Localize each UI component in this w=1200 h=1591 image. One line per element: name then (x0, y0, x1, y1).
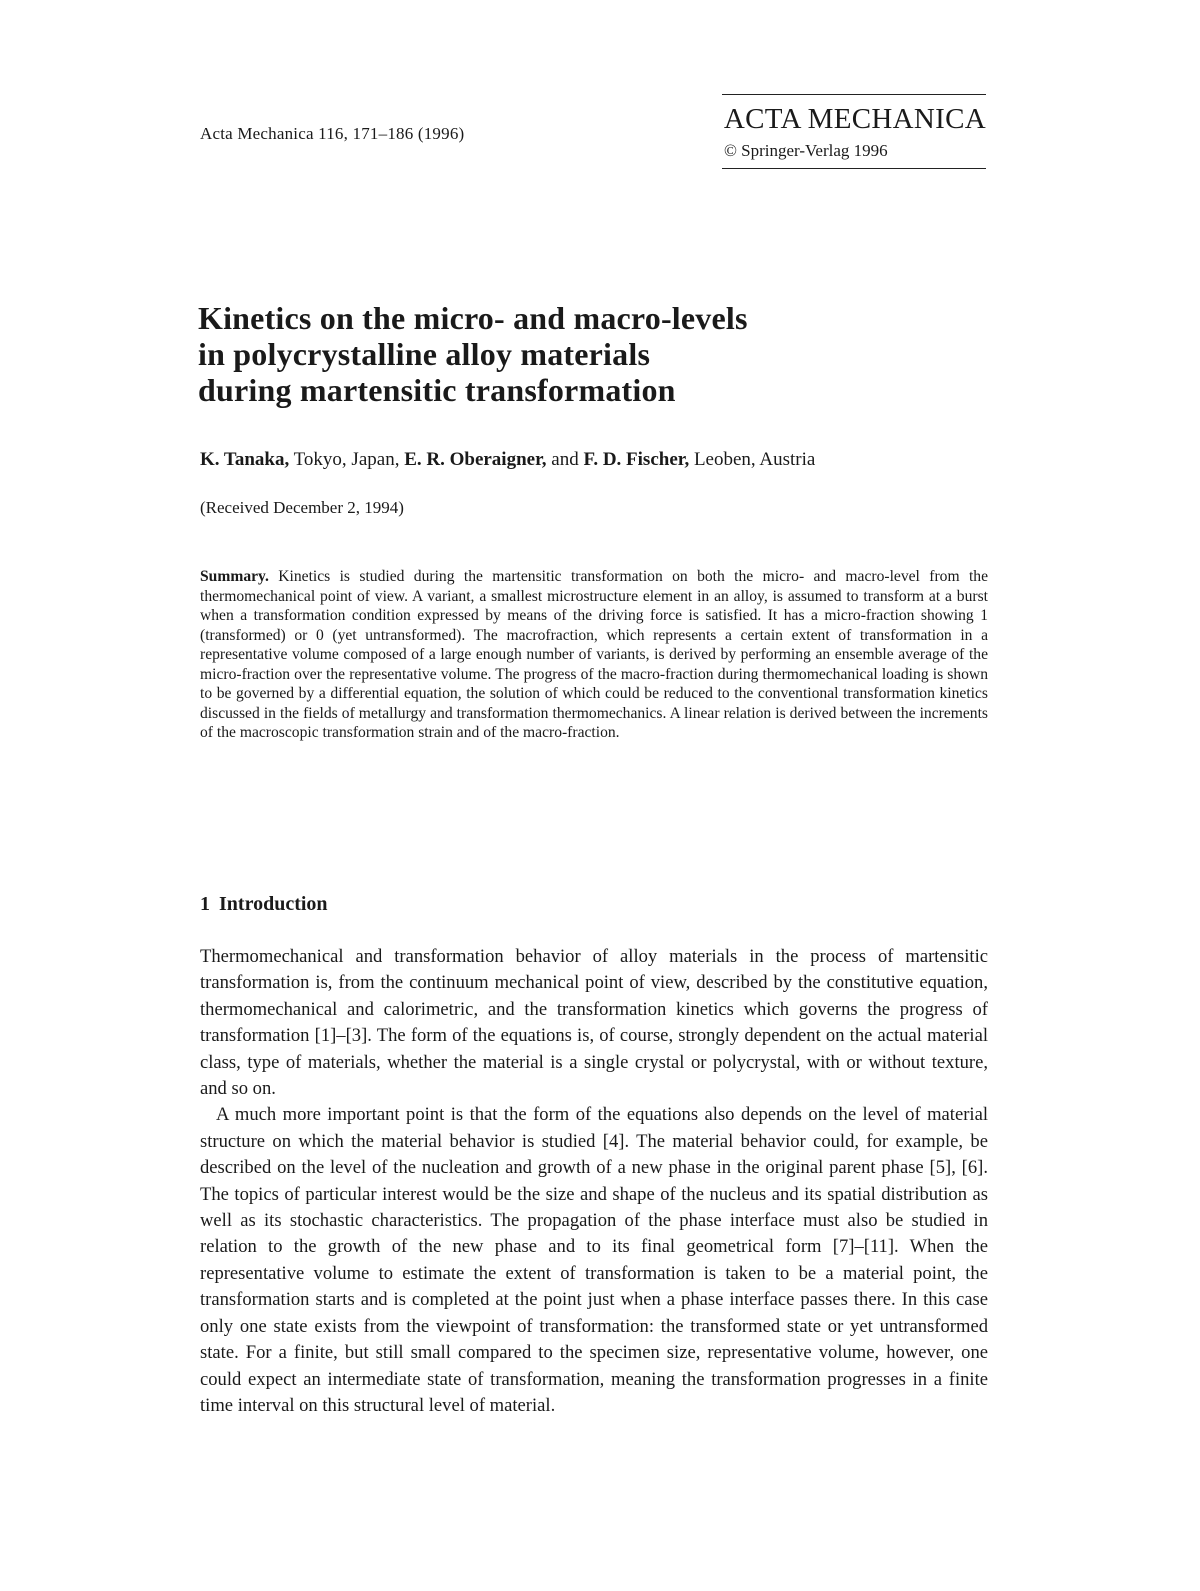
section-heading (200, 893, 328, 916)
title-line: during martensitic transformation (198, 372, 676, 408)
author-location: Tokyo, Japan, (289, 449, 405, 470)
author-name: F. D. Fischer, (583, 449, 690, 470)
author-name: E. R. Oberaigner, (404, 449, 547, 470)
title-line: Kinetics on the micro- and macro-levels (198, 300, 748, 336)
author-name: K. Tanaka, (200, 449, 290, 470)
abstract (200, 567, 988, 743)
journal-name: ACTA MECHANICA (723, 103, 986, 135)
abstract-text: Kinetics is studied during the martensitic transformation on both the micro- and macro-level from the thermomechanical point of view. A variant, a smallest microstructure element in an alloy, is assumed to transform at a burst when a transformation condition expressed by means of the driving force is satisfied. It has a micro-fraction showing 1 (transformed) or 0 (yet untransformed). The macrofraction, which represents a certain extent of transformation in a representative volume composed of a large enough number of variants, is derived by performing an ensemble average of the micro-fraction over the representative volume. The progress of the macro-fraction during thermomechanical loading is shown to be governed by a differential equation, the solution of which could be reduced to the conventional transformation kinetics discussed in the fields of metallurgy and transformation thermomechanics. A linear relation is derived between the increments of the macroscopic transformation strain and of the macro-fraction. (200, 568, 988, 741)
body-text (200, 944, 988, 1419)
paragraph: A much more important point is that the form of the equations also depends on the level of material structure on which the material behavior is studied [4]. The material behavior could, for example, be described on the level of the nucleation and growth of a new phase in the original parent phase [5], [6]. The topics of particular interest would be the size and shape of the nucleus and its spatial distribution as well as its stochastic characteristics. The propagation of the phase interface must also be studied in relation to the growth of the new phase and to its final geometrical form [7]–[11]. When the representative volume to estimate the extent of transformation is taken to be a material point, the transformation starts and is completed at the point just when a phase interface passes there. In this case only one state exists from the viewpoint of transformation: the transformed state or yet untransformed state. For a finite, but still small compared to the specimen size, representative volume, however, one could expect an intermediate state of transformation, meaning the transformation progresses in a finite time interval on this structural level of material. (200, 1104, 988, 1416)
abstract-label: Summary. (200, 568, 269, 585)
author-location: Leoben, Austria (689, 449, 816, 470)
received-date: (Received December 2, 1994) (200, 498, 404, 517)
copyright-notice: © Springer-Verlag 1996 (724, 141, 888, 160)
journal-masthead (722, 94, 986, 169)
journal-citation: Acta Mechanica 116, 171–186 (1996) (200, 124, 465, 143)
paragraph: Thermomechanical and transformation behavior of alloy materials in the process of martensitic transformation is, from the continuum mechanical point of view, described by the constitutive equation, thermomechanical and calorimetric, and the transformation kinetics which governs the progress of transformation [1]–[3]. The form of the equations is, of course, strongly dependent on the actual material class, type of materials, whether the material is a single crystal or polycrystal, with or without texture, and so on. (200, 946, 988, 1100)
title-line: in polycrystalline alloy materials (198, 336, 651, 372)
paper-title (198, 300, 958, 408)
section-number: 1 (200, 893, 210, 915)
author-separator: and (546, 449, 584, 470)
author-line (200, 449, 815, 471)
section-title: Introduction (219, 893, 328, 915)
